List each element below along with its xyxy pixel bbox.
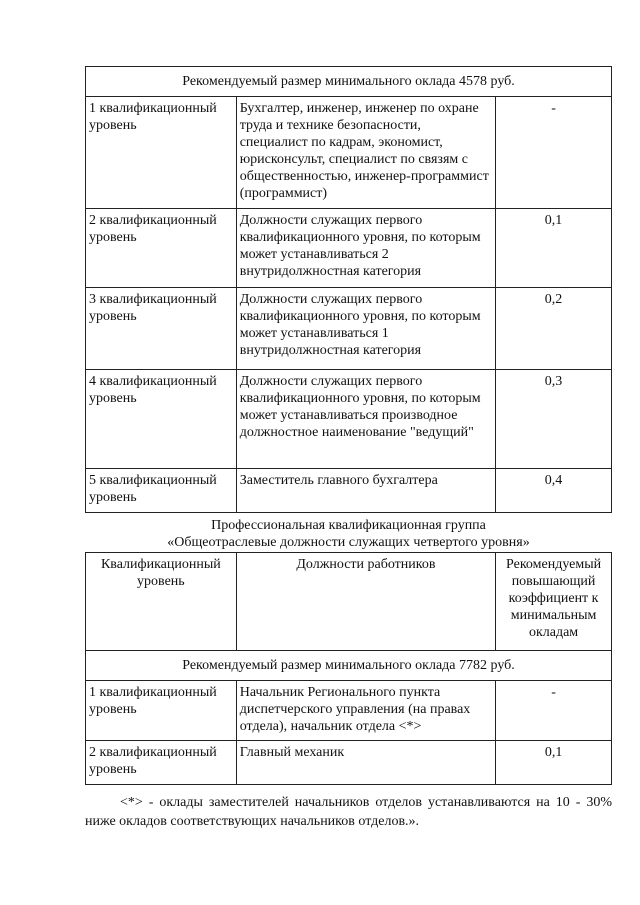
level-cell: 4 квалификационный уровень bbox=[86, 370, 237, 469]
group-title-line: Профессиональная квалификационная группа bbox=[211, 518, 486, 533]
coef-cell: 0,1 bbox=[496, 741, 612, 785]
table-row bbox=[86, 681, 612, 741]
table-row bbox=[86, 97, 612, 209]
group-title-line: «Общеотраслевые должности служащих четвертого уровня» bbox=[167, 535, 530, 550]
salary-table-group-3 bbox=[85, 66, 612, 513]
positions-cell: Начальник Регионального пункта диспетчерского управления (на правах отдела), начальник отдела <*> bbox=[236, 681, 495, 741]
coef-cell: 0,2 bbox=[496, 288, 612, 370]
coef-cell: 0,4 bbox=[496, 469, 612, 513]
table-row bbox=[86, 209, 612, 288]
level-cell: 1 квалификационный уровень bbox=[86, 681, 237, 741]
positions-cell: Должности служащих первого квалификационного уровня, по которым может устанавливаться 1 внутридолжностная категория bbox=[236, 288, 495, 370]
table-row bbox=[86, 741, 612, 785]
table-row bbox=[86, 370, 612, 469]
column-header: Рекомендуемый повышающий коэффициент к минимальным окладам bbox=[496, 553, 612, 651]
positions-cell: Заместитель главного бухгалтера bbox=[236, 469, 495, 513]
level-cell: 5 квалификационный уровень bbox=[86, 469, 237, 513]
level-cell: 3 квалификационный уровень bbox=[86, 288, 237, 370]
footnote: <*> - оклады заместителей начальников отделов устанавливаются на 10 - 30% ниже окладов соответствующих начальников отделов.». bbox=[85, 795, 612, 829]
positions-cell: Должности служащих первого квалификационного уровня, по которым может устанавливаться производное должностное наименование "ведущий" bbox=[236, 370, 495, 469]
column-header: Квалификационный уровень bbox=[86, 553, 237, 651]
coef-cell: 0,3 bbox=[496, 370, 612, 469]
coef-cell: 0,1 bbox=[496, 209, 612, 288]
column-header: Должности работников bbox=[236, 553, 495, 651]
positions-cell: Бухгалтер, инженер, инженер по охране труда и технике безопасности, специалист по кадрам, экономист, юрисконсульт, специалист по связям с общественностью, инженер-программист (программист) bbox=[236, 97, 495, 209]
table-row bbox=[86, 469, 612, 513]
min-salary-row: Рекомендуемый размер минимального оклада 7782 руб. bbox=[86, 651, 612, 681]
group-title bbox=[85, 517, 612, 551]
salary-table-group-4 bbox=[85, 552, 612, 785]
table-row bbox=[86, 288, 612, 370]
positions-cell: Должности служащих первого квалификационного уровня, по которым может устанавливаться 2 внутридолжностная категория bbox=[236, 209, 495, 288]
coef-cell: - bbox=[496, 681, 612, 741]
min-salary-row: Рекомендуемый размер минимального оклада 4578 руб. bbox=[86, 67, 612, 97]
level-cell: 1 квалификационный уровень bbox=[86, 97, 237, 209]
level-cell: 2 квалификационный уровень bbox=[86, 741, 237, 785]
coef-cell: - bbox=[496, 97, 612, 209]
positions-cell: Главный механик bbox=[236, 741, 495, 785]
level-cell: 2 квалификационный уровень bbox=[86, 209, 237, 288]
column-header-row bbox=[86, 553, 612, 651]
